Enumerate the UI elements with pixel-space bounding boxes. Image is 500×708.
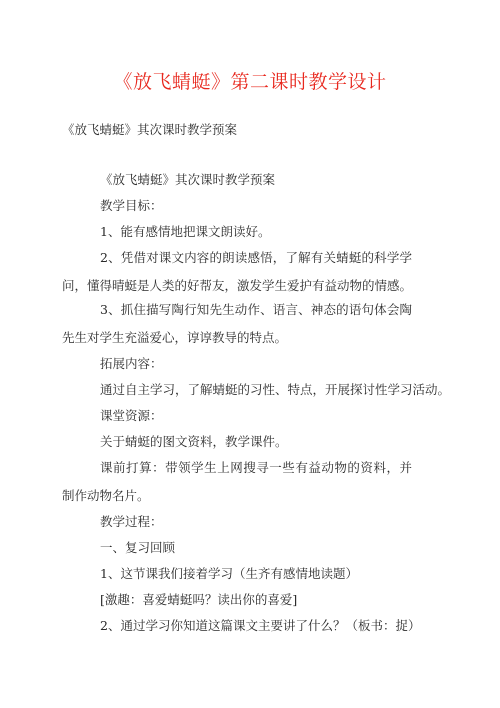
paragraph: 3、抓住描写陶行知先生动作、语言、神态的语句体会陶先生对学生充溢爱心，谆谆教导的特点。 — [62, 302, 412, 345]
text-line: 一、复习回顾 — [100, 540, 176, 555]
section-heading: 拓展内容： — [100, 356, 163, 371]
text-line: 2、通过学习你知道这篇课文主要讲了什么？（板书：捉） — [100, 618, 421, 633]
paragraph: 课前打算：带领学生上网搜寻一些有益动物的资料，并制作动物名片。 — [62, 460, 412, 503]
text-line: 《放飞蜻蜓》其次课时教学预案 — [100, 172, 276, 187]
subtitle-line: 《放飞蜻蜓》其次课时教学预案 — [62, 122, 238, 137]
section-heading: 课堂资源： — [100, 408, 163, 423]
text-line: 1、能有感情地把课文朗读好。 — [100, 224, 271, 239]
section-heading: 教学过程： — [100, 514, 163, 529]
text-line: 1、这节课我们接着学习（生齐有感情地读题） — [100, 566, 358, 581]
section-heading: 教学目标： — [100, 198, 163, 213]
paragraph: 2、凭借对课文内容的朗读感悟，了解有关蜻蜓的科学学问，懂得晴蜓是人类的好帮友，激发学生爱护有益动物的情感。 — [62, 250, 413, 293]
document-title: 《放飞蜻蜓》第二课时教学设计 — [113, 71, 387, 93]
text-line: [激趣：喜爱蜻蜓吗？读出你的喜爱] — [100, 592, 298, 607]
text-line: 关于蜻蜓的图文资料，教学课件。 — [100, 434, 288, 449]
text-line: 通过自主学习，了解蜻蜓的习性、特点，开展探讨性学习活动。 — [100, 382, 451, 397]
